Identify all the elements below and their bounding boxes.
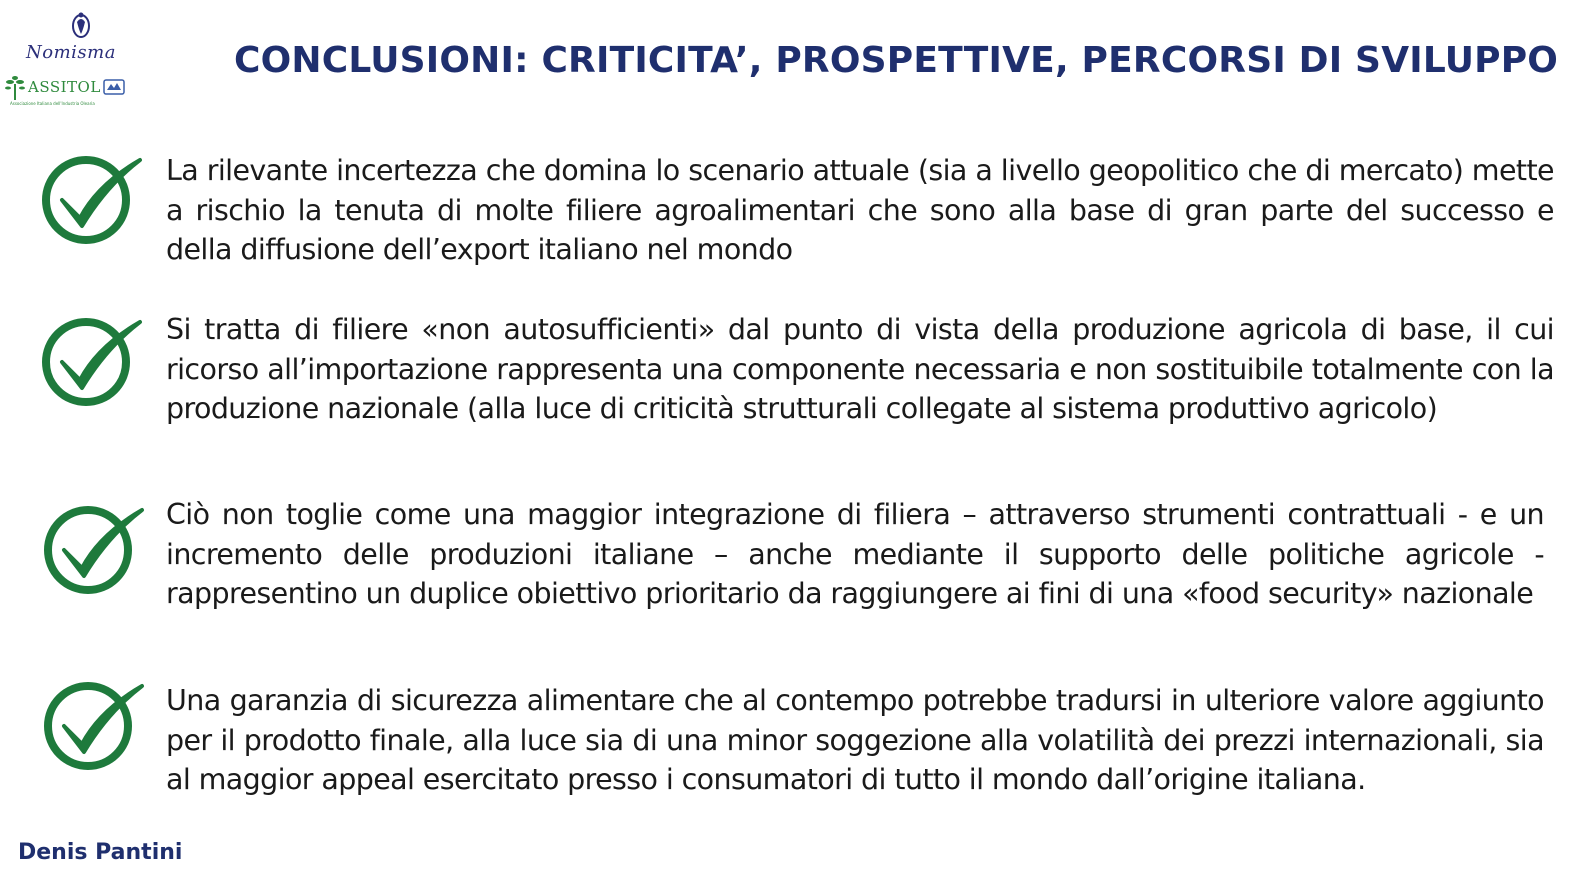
paragraph-text: Una garanzia di sicurezza alimentare che al contempo potrebbe tradursi in ulteriore valore aggiunto per il prodotto finale, alla luce sia di una minor soggezione alla volatilità dei prezzi internazionali, sia al maggior appeal esercitato presso i consumatori di tutto il mondo dall’origine italiana. (166, 684, 1544, 796)
confindustria-icon (103, 78, 125, 96)
check-icon (36, 312, 144, 408)
page-title: CONCLUSIONI: CRITICITA’, PROSPETTIVE, PERCORSI DI SVILUPPO (234, 40, 1559, 81)
assitol-subtitle: Associazione Italiana dell'Industria Olearia (10, 101, 95, 106)
assitol-name: ASSITOL (28, 78, 101, 96)
olive-tree-icon (4, 74, 26, 100)
check-icon (38, 676, 146, 772)
check-icon (36, 150, 144, 246)
paragraph-text: Si tratta di filiere «non autosufficienti» dal punto di vista della produzione agricola di base, il cui ricorso all’importazione rappresenta una componente necessaria e non sostituibile totalmente con la produzione nazionale (alla luce di criticità strutturali collegate al sistema produttivo agricolo) (166, 313, 1554, 425)
paragraph-text: La rilevante incertezza che domina lo scenario attuale (sia a livello geopolitico che di mercato) mette a rischio la tenuta di molte filiere agroalimentari che sono alla base di gran parte del successo e della diffusione dell’export italiano nel mondo (166, 154, 1554, 266)
assitol-logo (4, 74, 125, 100)
paragraph-text: Ciò non toglie come una maggior integrazione di filiera – attraverso strumenti contrattuali - e un incremento delle produzioni italiane – anche mediante il supporto delle politiche agricole - rappresentino un duplice obiettivo prioritario da raggiungere ai fini di una «food security» nazionale (166, 498, 1544, 610)
nomisma-logo: Nomisma (26, 42, 116, 63)
check-icon (38, 500, 146, 596)
nomisma-emblem-icon (68, 10, 94, 40)
author-name: Denis Pantini (18, 840, 183, 865)
logos (4, 8, 132, 108)
